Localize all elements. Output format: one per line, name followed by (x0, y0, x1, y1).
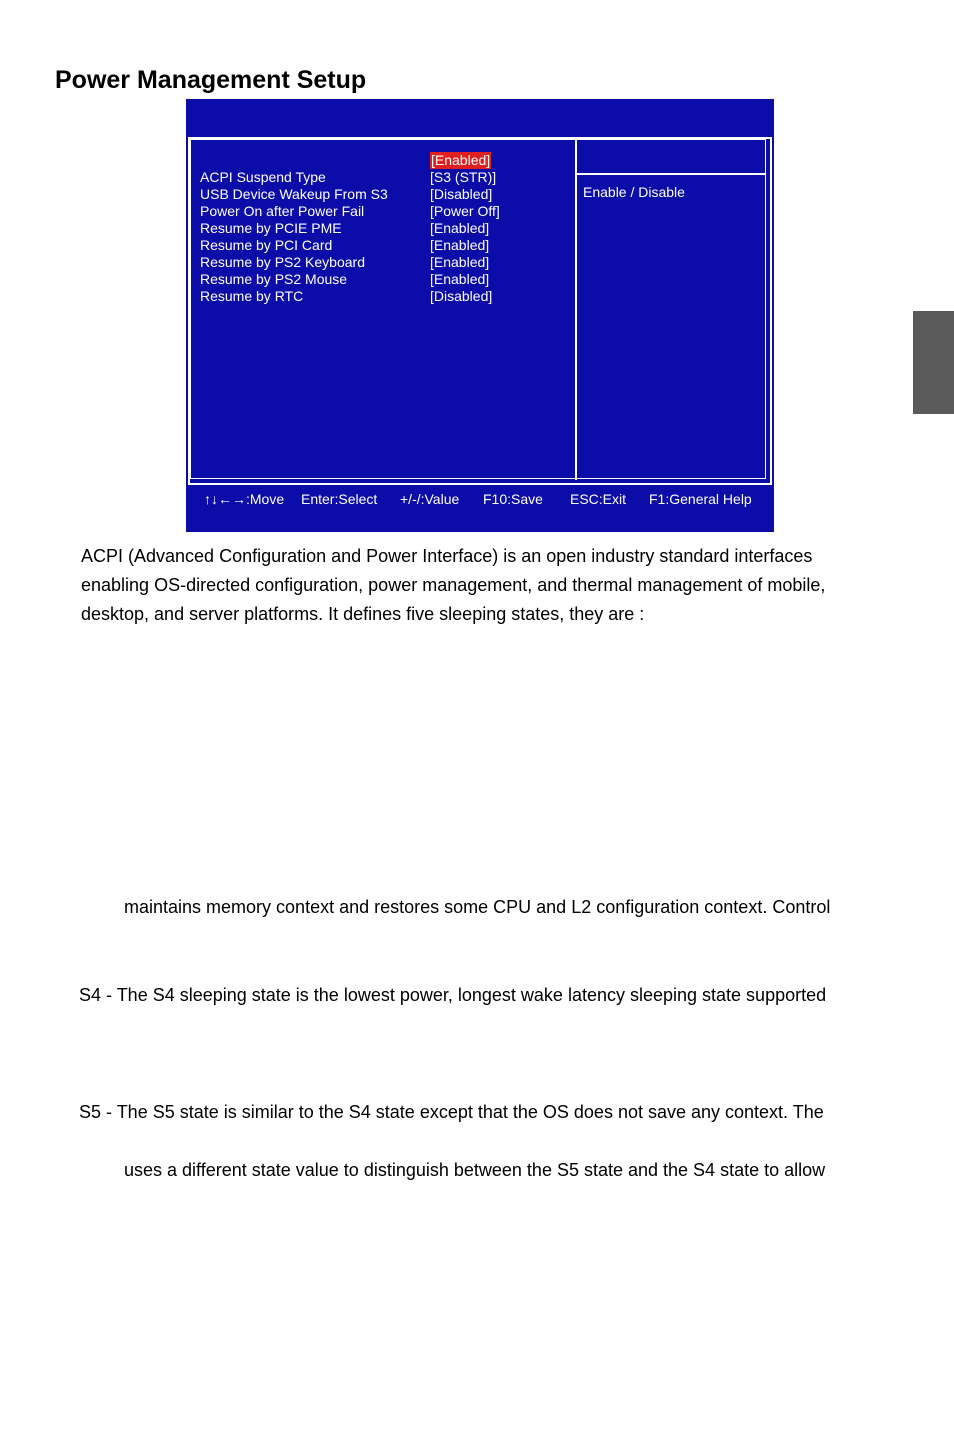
setting-value[interactable]: [Enabled] (430, 220, 490, 236)
intro-line-2: enabling OS-directed configuration, power management, and thermal management of mobile, (81, 575, 826, 595)
settings-list (200, 152, 560, 305)
setting-value[interactable]: [Enabled] (430, 271, 490, 287)
bios-screen (186, 99, 774, 532)
key-value-hint: +/-/:Value (400, 491, 460, 507)
chapter-tab (913, 311, 954, 414)
setting-value[interactable]: [S3 (STR)] (430, 169, 497, 185)
key-save-hint: F10:Save (483, 491, 543, 507)
setting-label: Resume by RTC (200, 288, 304, 304)
setting-value[interactable]: [Disabled] (430, 288, 493, 304)
key-move-hint: ↑↓←→:Move (204, 491, 285, 507)
page-title: Power Management Setup (55, 66, 367, 94)
setting-row-usb-wakeup[interactable] (200, 186, 560, 203)
setting-row[interactable] (200, 152, 560, 169)
setting-row-acpi-suspend-type[interactable] (200, 169, 560, 186)
setting-row-resume-rtc[interactable] (200, 288, 560, 305)
setting-value[interactable]: [Enabled] (430, 254, 490, 270)
key-exit-hint: ESC:Exit (570, 491, 627, 507)
setting-row-resume-ps2-mouse[interactable] (200, 271, 560, 288)
setting-value[interactable]: [Power Off] (430, 203, 500, 219)
s5-description-line-2: uses a different state value to distinguish between the S5 state and the S4 state to allow (124, 1160, 826, 1180)
setting-value[interactable]: [Enabled] (430, 237, 490, 253)
item-help-text: Enable / Disable (583, 184, 685, 200)
setting-label: ACPI Suspend Type (200, 169, 326, 185)
setting-label: USB Device Wakeup From S3 (200, 186, 388, 202)
setting-label: Resume by PCI Card (200, 237, 333, 253)
bios-panel-divider (575, 140, 577, 480)
setting-row-resume-pci-card[interactable] (200, 237, 560, 254)
setting-row-resume-ps2-keyboard[interactable] (200, 254, 560, 271)
intro-line-3: desktop, and server platforms. It defines five sleeping states, they are : (81, 604, 645, 624)
setting-value[interactable]: [Disabled] (430, 186, 493, 202)
s3-description-line: maintains memory context and restores some CPU and L2 configuration context. Control (124, 897, 831, 917)
key-help-hint: F1:General Help (649, 491, 752, 507)
s4-description-line: S4 - The S4 sleeping state is the lowest power, longest wake latency sleeping state supported (79, 985, 827, 1005)
setting-label: Power On after Power Fail (200, 203, 365, 219)
setting-row-resume-pcie-pme[interactable] (200, 220, 560, 237)
setting-label: Resume by PS2 Mouse (200, 271, 348, 287)
setting-label: Resume by PS2 Keyboard (200, 254, 365, 270)
key-enter-hint: Enter:Select (301, 491, 378, 507)
setting-label: Resume by PCIE PME (200, 220, 342, 236)
intro-line-1: ACPI (Advanced Configuration and Power Interface) is an open industry standard interfaces (81, 546, 813, 566)
setting-value-selected[interactable]: [Enabled] (431, 152, 491, 168)
setting-row-power-on-after-fail[interactable] (200, 203, 560, 220)
s5-description-line-1: S5 - The S5 state is similar to the S4 state except that the OS does not save any context. The (79, 1102, 824, 1122)
help-panel-header-line (577, 173, 765, 175)
